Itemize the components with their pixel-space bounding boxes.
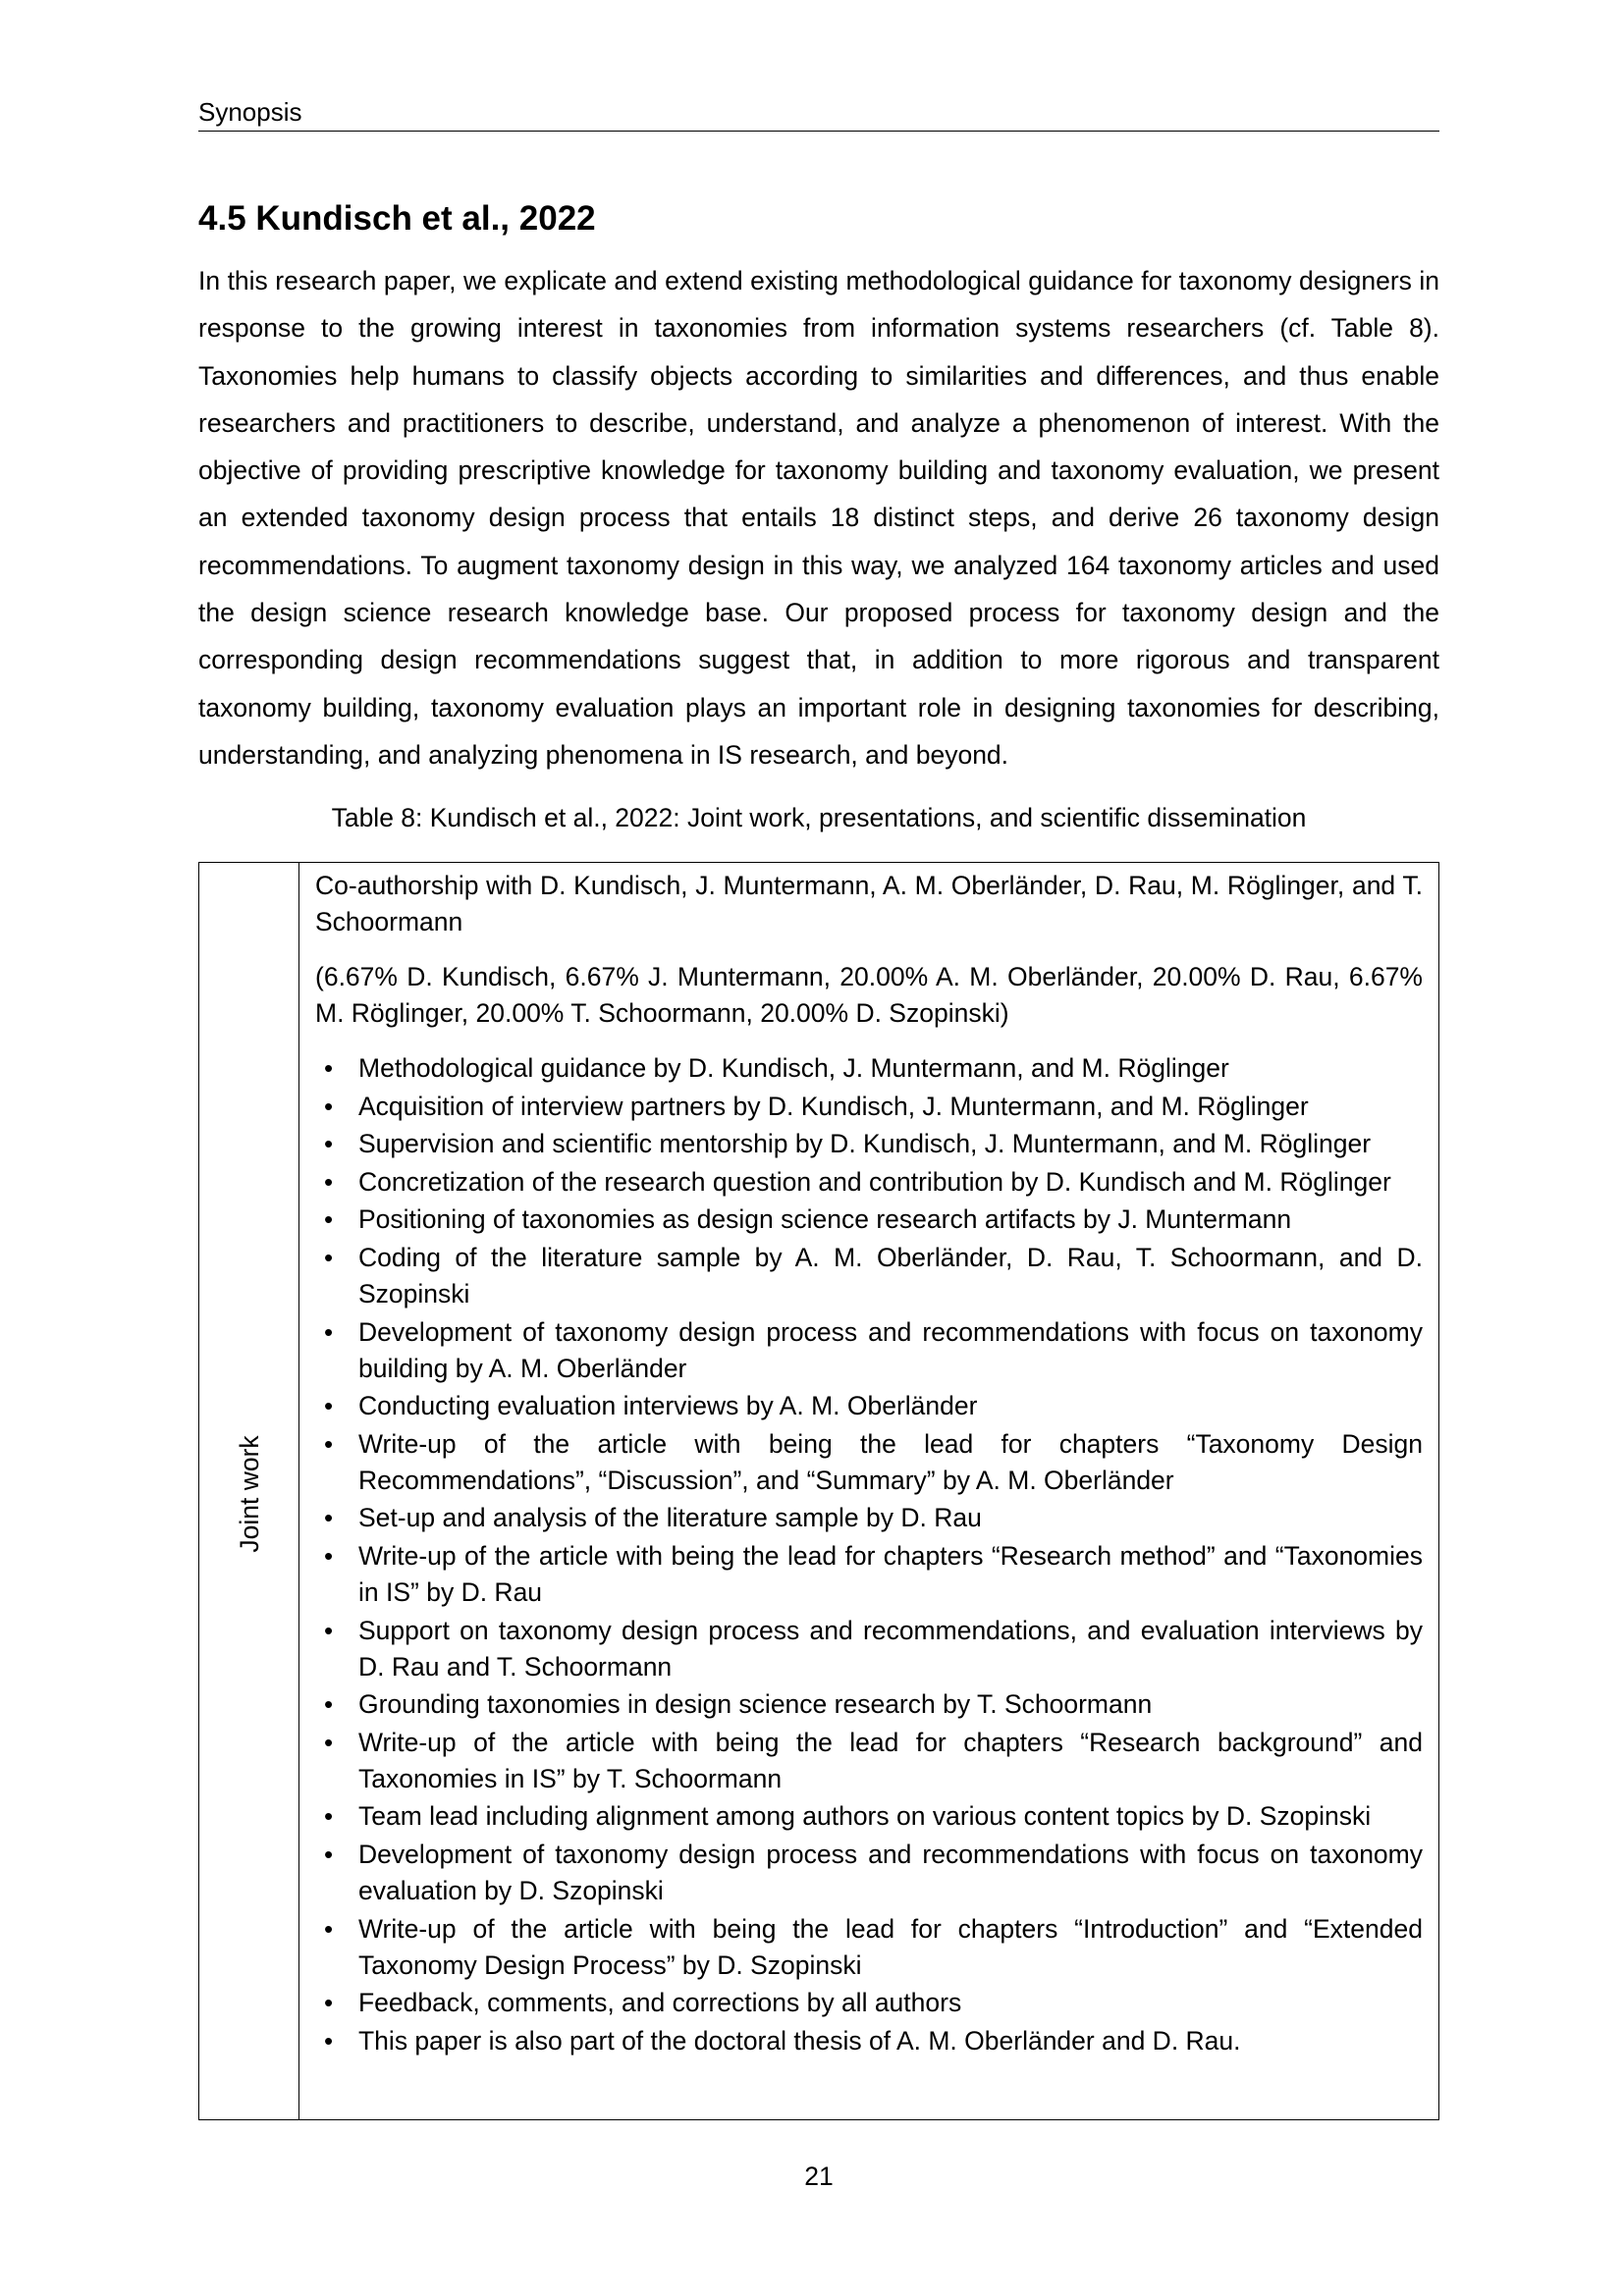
bullet-icon: • (324, 1053, 334, 1083)
side-label: Joint work (235, 1435, 264, 1553)
bullet-icon: • (324, 1316, 334, 1347)
coauthorship-text: Co-authorship with D. Kundisch, J. Muntermann, A. M. Oberländer, D. Rau, M. Röglinger, and T. Schoormann (315, 871, 1423, 936)
content-cell (315, 863, 1423, 2060)
list-item (315, 1798, 1423, 1835)
contribution-shares-text: (6.67% D. Kundisch, 6.67% J. Muntermann, 20.00% A. M. Oberländer, 20.00% D. Rau, 6.67% M. Röglinger, 20.00% T. Schoormann, 20.00% D. Szopinski) (315, 962, 1423, 1028)
list-item (315, 1314, 1423, 1387)
list-item-text: This paper is also part of the doctoral thesis of A. M. Oberländer and D. Rau. (358, 2025, 1241, 2056)
running-header (198, 94, 1439, 132)
list-item-text: Methodological guidance by D. Kundisch, J. Muntermann, and M. Röglinger (358, 1053, 1229, 1083)
list-item (315, 1126, 1423, 1162)
list-item-text: Supervision and scientific mentorship by D. Kundisch, J. Muntermann, and M. Röglinger (358, 1129, 1372, 1159)
bullet-icon: • (324, 1839, 334, 1869)
list-item (315, 1985, 1423, 2021)
list-item (315, 1201, 1423, 1238)
bullet-icon: • (324, 1615, 334, 1645)
bullet-icon: • (324, 2025, 334, 2056)
contribution-list (315, 1050, 1423, 2059)
list-item-text: Grounding taxonomies in design science research by T. Schoormann (358, 1689, 1153, 1720)
running-header-title: Synopsis (198, 97, 302, 127)
bullet-icon: • (324, 1913, 334, 1944)
section-heading: 4.5 Kundisch et al., 2022 (198, 199, 596, 238)
list-item (315, 1164, 1423, 1201)
list-item-text: Concretization of the research question and contribution by D. Kundisch and M. Röglinger (358, 1166, 1391, 1197)
bullet-icon: • (324, 1242, 334, 1272)
list-item-text: Write-up of the article with being the lead for chapters “Research method” and “Taxonomies in IS” by D. Rau (358, 1540, 1423, 1607)
bullet-icon: • (324, 1689, 334, 1720)
list-item (315, 2023, 1423, 2059)
list-item-text: Write-up of the article with being the lead for chapters “Taxonomy Design Recommendations”, “Discussion”, and “Summary” by A. M. Oberländer (358, 1428, 1423, 1495)
bullet-icon: • (324, 1129, 334, 1159)
side-label-cell (199, 863, 299, 2119)
list-item (315, 1613, 1423, 1685)
list-item-text: Write-up of the article with being the lead for chapters “Introduction” and “Extended Taxonomy Design Process” by D. Szopinski (358, 1913, 1423, 1980)
list-item (315, 1050, 1423, 1087)
list-item (315, 1686, 1423, 1723)
list-item-text: Set-up and analysis of the literature sample by D. Rau (358, 1503, 982, 1533)
list-item (315, 1911, 1423, 1984)
bullet-icon: • (324, 1428, 334, 1459)
list-item-text: Positioning of taxonomies as design science research artifacts by J. Muntermann (358, 1204, 1292, 1235)
bullet-icon: • (324, 1166, 334, 1197)
bullet-icon: • (324, 1801, 334, 1832)
list-item-text: Conducting evaluation interviews by A. M. Oberländer (358, 1391, 978, 1421)
list-item-text: Acquisition of interview partners by D. Kundisch, J. Muntermann, and M. Röglinger (358, 1091, 1309, 1121)
bullet-icon: • (324, 1391, 334, 1421)
list-item-text: Feedback, comments, and corrections by all authors (358, 1988, 962, 2018)
list-item-text: Coding of the literature sample by A. M. Oberländer, D. Rau, T. Schoormann, and D. Szopinski (358, 1242, 1423, 1308)
list-item (315, 1240, 1423, 1312)
list-item (315, 1089, 1423, 1125)
joint-work-table (198, 862, 1439, 2120)
list-item (315, 1538, 1423, 1611)
bullet-icon: • (324, 1503, 334, 1533)
list-item-text: Write-up of the article with being the lead for chapters “Research background” and Taxonomies in IS” by T. Schoormann (358, 1727, 1423, 1793)
abstract-paragraph: In this research paper, we explicate and extend existing methodological guidance for taxonomy designers in response to the growing interest in taxonomies from information systems researchers (cf. Table 8). Taxonomies help humans to classify objects according to similarities and differences, and thus enable researchers and practitioners to describe, understand, and analyze a phenomenon of interest. With the objective of providing prescriptive knowledge for taxonomy building and taxonomy evaluation, we present an extended taxonomy design process that entails 18 distinct steps, and derive 26 taxonomy design recommendations. To augment taxonomy design in this way, we analyzed 164 taxonomy articles and used the design science research knowledge base. Our proposed process for taxonomy design and the corresponding design recommendations suggest that, in addition to more rigorous and transparent taxonomy building, taxonomy evaluation plays an important role in designing taxonomies for describing, understanding, and analyzing phenomena in IS research, and beyond. (198, 266, 1439, 770)
bullet-icon: • (324, 1988, 334, 2018)
list-item (315, 1426, 1423, 1499)
bullet-icon: • (324, 1540, 334, 1571)
bullet-icon: • (324, 1204, 334, 1235)
list-item (315, 1837, 1423, 1909)
list-item (315, 1500, 1423, 1536)
list-item-text: Support on taxonomy design process and recommendations, and evaluation interviews by D. Rau and T. Schoormann (358, 1615, 1423, 1682)
page-number: 21 (804, 2162, 834, 2191)
bullet-icon: • (324, 1091, 334, 1121)
list-item (315, 1725, 1423, 1797)
list-item-text: Team lead including alignment among authors on various content topics by D. Szopinski (358, 1801, 1372, 1832)
list-item-text: Development of taxonomy design process and recommendations with focus on taxonomy building by A. M. Oberländer (358, 1316, 1423, 1383)
list-item (315, 1388, 1423, 1424)
table-caption: Table 8: Kundisch et al., 2022: Joint work, presentations, and scientific dissemination (331, 803, 1307, 832)
bullet-icon: • (324, 1727, 334, 1757)
list-item-text: Development of taxonomy design process and recommendations with focus on taxonomy evaluation by D. Szopinski (358, 1839, 1423, 1905)
